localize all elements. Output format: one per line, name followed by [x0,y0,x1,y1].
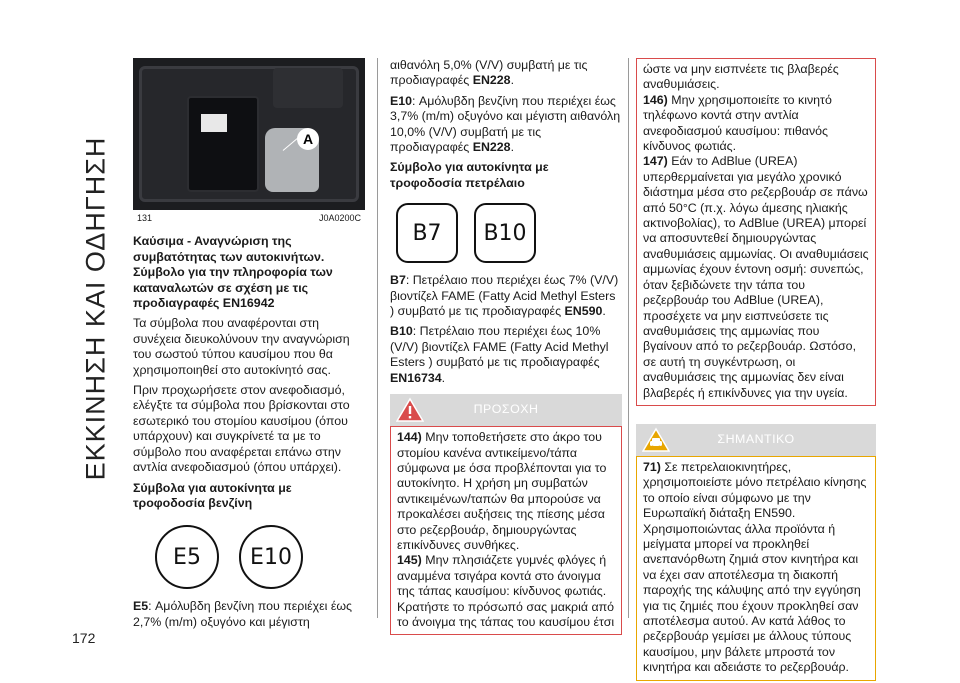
fuel-symbol-b10-icon: B10 [474,203,536,263]
fuel-symbol-b7-icon: B7 [396,203,458,263]
diesel-symbols [396,203,622,263]
warning-item-145: 145) Μην πλησιάζετε γυμνές φλόγες ή αναμμένα τσιγάρα κοντά στο άνοιγμα της τάπας καυσίμου: κίνδυνος φωτιάς. Κρατήστε το πρόσωπό σας μακριά από το άνοιγμα της τάπας του καυσίμου έτσι [397,553,615,629]
warning-item-147: 147) Εάν το AdBlue (UREA) υπερθερμαίνεται για μεγάλο χρονικό διάστημα μέσα στο ρεζερβουάρ σε πάνω από 50°C (π.χ. λόγω άμεσης ηλιακής ακτινοβολίας), το AdBlue (UREA) μπορεί να αποσυντεθεί δημιουργώντας αναθυμιάσεις αμμωνίας. Οι αναθυμιάσεις αμμωνίας έχουν έντονη οσμή: συνεπώς, όταν ξεβιδώνετε την τάπα του ρεζερβουάρ του AdBlue (UREA), προσέχετε να μην εισπνεύσετε τις αναθυμιάσεις της αμμωνίας που βγαίνουν από το ρεζερβουάρ. Ωστόσο, σε αυτή τη συγκέντρωση, οι αναθυμιάσεις της αμμωνίας δεν είναι βλαβερές ή επικίνδυνες για την υγεία. [643,154,869,400]
column-1 [133,58,365,630]
warning-body-continued [636,58,876,406]
warning-item-144: 144) Μην τοποθετήσετε στο άκρο του στομίου κανένα αντικείμενο/τάπα σύμφωνα με όσα προβλέπονται για το αυτοκίνητο. Η χρήση μη συμβατών αντικειμένων/ταπών θα μπορούσε να προκαλέσει αυξήσεις της πίεσης μέσα στο ρεζερβουάρ, δημιουργώντας επικίνδυνες συνθήκες. [397,430,607,552]
figure-callout-a: A [297,128,319,150]
paragraph-b10: B10: Πετρέλαιο που περιέχει έως 10% (V/V) βιοντίζελ FAME (Fatty Acid Methyl Esters ) συμβατό με τις προδιαγραφές EN16734. [390,324,609,385]
car-warning-icon [642,427,670,453]
paragraph-e5: E5: Αμόλυβδη βενζίνη που περιέχει έως 2,7% (m/m) οξυγόνο και μέγιστη [133,599,352,629]
warning-title: ΠΡΟΣΟΧΗ [473,402,539,417]
photo-lid-shape [273,68,343,108]
photo-label-shape [201,114,227,132]
figure-fuel-tray-photo [133,58,365,210]
side-title-text: ΕΚΚΙΝΗΣΗ ΚΑΙ ΟΔΗΓΗΣΗ [80,136,111,480]
section-heading: Σύμβολα για αυτοκίνητα με τροφοδοσία βενζίνη [133,480,292,510]
important-item-71: 71) Σε πετρελαιοκινητήρες, χρησιμοποιείστε μόνο πετρέλαιο κίνησης το οποίο είναι σύμφωνο με την Ευρωπαϊκή διάταξη EN590. Χρησιμοποιώντας άλλα προϊόντα ή μείγματα μπορεί να προκληθεί ανεπανόρθωτη ζημιά στον κινητήρα και να έχει σαν αποτέλεσμα τη διακοπή παροχής της κάλυψης από την εγγύηση για τις ζημιές που έχουν προκληθεί σαν αποτέλεσμα αυτού. Αν κατά λάθος το ρεζερβουάρ γεμίσει με άλλους τύπους καυσίμου, μην βάλετε μπροστά τον κινητήρα και αδειάστε το ρεζερβουάρ. [643,459,867,675]
figure-caption [133,211,365,226]
fuel-symbol-e10-icon: E10 [239,525,303,589]
paragraph-e10: E10: Αμόλυβδη βενζίνη που περιέχει έως 3,7% (m/m) οξυγόνο και μέγιστη αιθανόλη 10,0% (V/V) συμβατή με τις προδιαγραφές EN228. [390,93,621,155]
important-body [636,456,876,681]
fuel-symbol-e5-icon: E5 [155,525,219,589]
warning-item-146: 146) Μην χρησιμοποιείτε το κινητό τηλέφωνο κοντά στην αντλία ανεφοδιασμού καυσίμου: πιθανός κίνδυνος φωτιάς. [643,92,832,154]
column-divider [377,58,378,618]
column-2 [390,58,622,635]
important-title: ΣΗΜΑΝΤΙΚΟ [717,432,795,447]
paragraph-e5-cont: αιθανόλη 5,0% (V/V) συμβατή με τις προδιαγραφές EN228. [390,58,588,88]
petrol-symbols [155,525,365,589]
paragraph: Πριν προχωρήσετε στον ανεφοδιασμό, ελέγξτε τα σύμβολα που βρίσκονται στο εσωτερικό του στομίου καυσίμου (όπου υπάρχουν) και συγκρίνετέ τα με το σύμβολο που αναφέρεται επάνω στην αντλία ανεφοδιασμού (όπου υπάρχει). [133,383,350,475]
page-number: 172 [72,630,96,646]
warning-body [390,426,622,635]
important-header [636,424,876,456]
paragraph-b7: B7: Πετρέλαιο που περιέχει έως 7% (V/V) βιοντίζελ FAME (Fatty Acid Methyl Esters ) συμβατό με τις προδιαγραφές EN590. [390,273,619,319]
figure-number: 131 [137,213,153,223]
figure-code: J0A0200C [318,213,361,223]
column-3 [636,58,876,681]
side-section-title [72,28,120,588]
paragraph: Τα σύμβολα που αναφέρονται στη συνέχεια διευκολύνουν την αναγνώριση του σωστού τύπου καυσίμου που θα χρησιμοποιηθεί στο αυτοκίνητό σας. [133,316,350,377]
warning-header [390,394,622,426]
photo-box-shape [187,96,259,192]
warning-item-145-cont: ώστε να μην εισπνέετε τις βλαβερές αναθυμιάσεις. [643,62,839,92]
section-heading: Καύσιμα - Αναγνώριση της συμβατότητας των αυτοκινήτων. Σύμβολο για την πληροφορία των καταναλωτών σε σχέση με τις προδιαγραφές EN16942 [133,234,333,311]
warning-triangle-icon [396,397,424,423]
column-divider [628,58,629,618]
section-heading: Σύμβολο για αυτοκίνητα με τροφοδοσία πετρέλαιο [390,160,549,190]
